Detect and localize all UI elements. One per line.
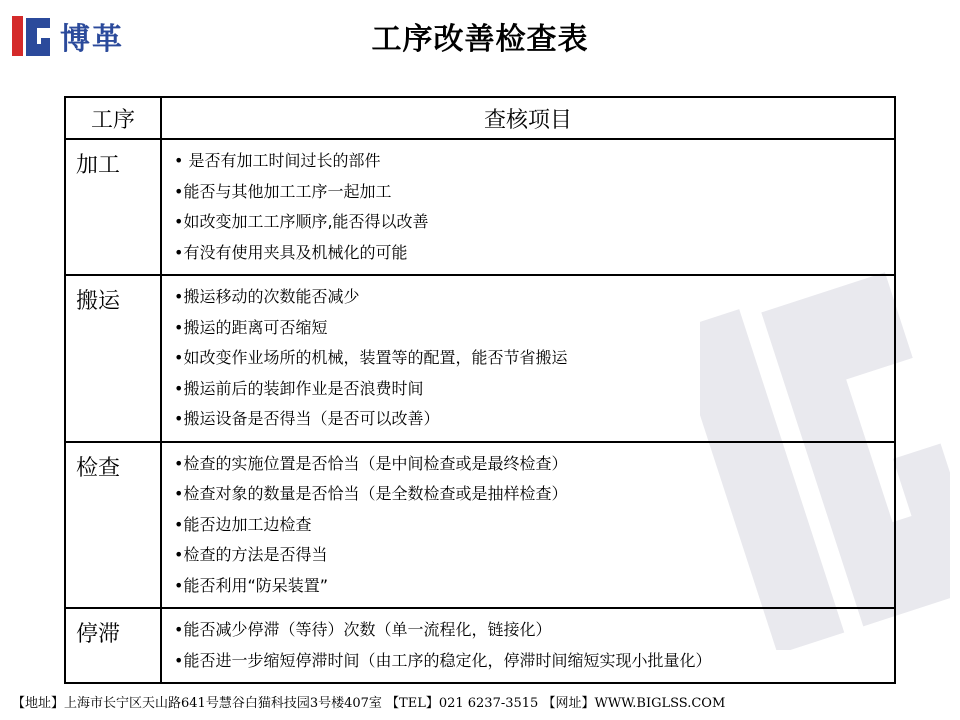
checklist-table	[64, 96, 896, 684]
check-item: •如改变作业场所的机械，装置等的配置，能否节省搬运	[174, 348, 568, 367]
logo-text: 博革	[60, 22, 124, 57]
process-cell: 停滞	[65, 608, 161, 683]
table-row	[65, 275, 895, 442]
check-item: •检查的实施位置是否恰当（是中间检查或是最终检查）	[174, 453, 568, 473]
check-item: •搬运的距离可否缩短	[174, 317, 328, 337]
check-item: •搬运移动的次数能否减少	[174, 287, 360, 306]
check-item: •如改变加工工序顺序,能否得以改善	[174, 212, 429, 231]
column-header-items: 查核项目	[161, 97, 895, 139]
check-items-cell	[161, 139, 895, 275]
check-item: •能否减少停滞（等待）次数（单一流程化，链接化）	[174, 620, 552, 639]
check-item: •检查对象的数量是否恰当（是全数检查或是抽样检查）	[174, 484, 568, 503]
process-cell: 搬运	[65, 275, 161, 442]
process-cell: 检查	[65, 442, 161, 609]
check-item: •能否进一步缩短停滞时间（由工序的稳定化，停滞时间缩短实现小批量化）	[174, 650, 712, 670]
check-items-cell	[161, 608, 895, 683]
check-item: •有没有使用夹具及机械化的可能	[174, 242, 408, 262]
process-cell: 加工	[65, 139, 161, 275]
check-item: •能否边加工边检查	[174, 514, 312, 534]
table-row	[65, 608, 895, 683]
check-item: •检查的方法是否得当	[174, 545, 328, 564]
check-item: •能否利用“防呆装置”	[174, 575, 329, 595]
table-row	[65, 139, 895, 275]
table-header-row	[65, 97, 895, 139]
check-item: •能否与其他加工工序一起加工	[174, 181, 392, 201]
check-items-cell	[161, 275, 895, 442]
page-title: 工序改善检查表	[371, 22, 589, 57]
table-row	[65, 442, 895, 609]
footer-contact: 【地址】上海市长宁区天山路641号慧谷白猫科技园3号楼407室 【TEL】021 6237-3515 【网址】WWW.BIGLSS.COM	[12, 696, 726, 711]
check-item: • 是否有加工时间过长的部件	[174, 151, 381, 170]
check-item: •搬运前后的装卸作业是否浪费时间	[174, 378, 424, 398]
check-item: •搬运设备是否得当（是否可以改善）	[174, 409, 440, 428]
check-items-cell	[161, 442, 895, 609]
column-header-process: 工序	[65, 97, 161, 139]
